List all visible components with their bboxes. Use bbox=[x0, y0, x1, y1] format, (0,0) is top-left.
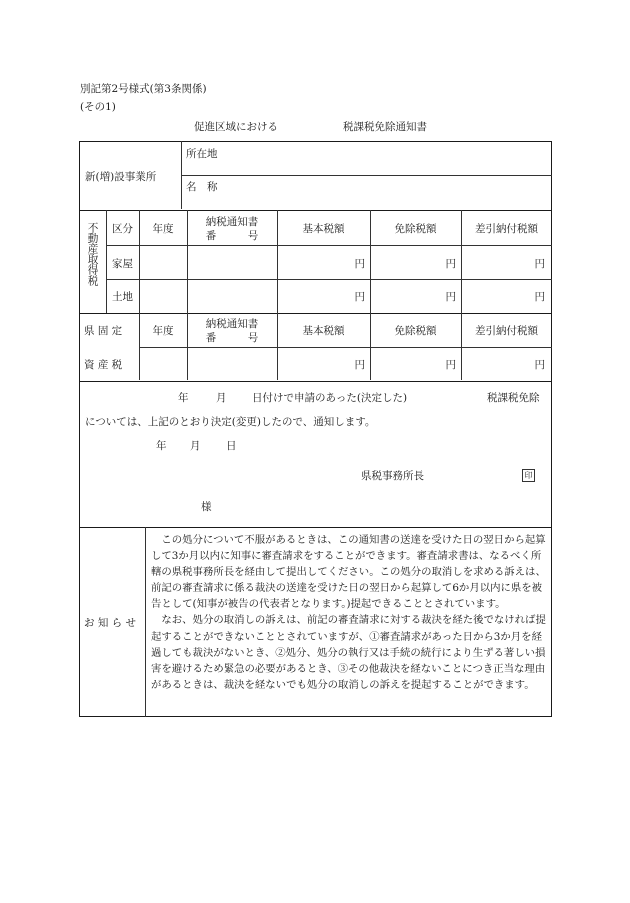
issue-month: 月 bbox=[190, 440, 201, 452]
decision-tax-name: 税課税免除 bbox=[487, 392, 540, 404]
yen-unit: 円 bbox=[445, 359, 456, 371]
col-net-tax: 差引納付税額 bbox=[475, 223, 538, 235]
fixed-asset-label-2: 資 産 税 bbox=[84, 359, 123, 371]
name-label: 名 称 bbox=[186, 181, 218, 193]
facility-label: 新(増)設事業所 bbox=[85, 171, 157, 183]
table-line bbox=[106, 279, 552, 280]
notice-paragraph-1: この処分について不服があるときは、この通知書の送達を受けた日の翌日から起算して3か月以内に知事に審査請求をすることができます。審査請求書は、なるべく所轄の県税事務所長を経由して提出してください。この処分の取消しを求める訴えは、前記の審査請求に係る裁決の送達を受けた日の翌日から起算して6か月以内に県を被告として(知事が被告の代表者となります。)提起できることとされています。 bbox=[151, 534, 546, 611]
title-right: 税課税免除通知書 bbox=[343, 121, 427, 133]
col-notice-number-2: 番 号 bbox=[205, 332, 259, 344]
col-base-tax: 基本税額 bbox=[302, 325, 345, 337]
form-reference: 別記第2号様式(第3条関係) bbox=[80, 83, 207, 95]
table-line bbox=[106, 245, 552, 246]
seal-mark: 印 bbox=[522, 469, 535, 482]
yen-unit: 円 bbox=[445, 291, 456, 303]
col-notice-number-2: 番 号 bbox=[205, 230, 259, 242]
table-line bbox=[139, 347, 552, 348]
decision-year: 年 bbox=[178, 392, 189, 404]
col-notice-number: 納税通知書 bbox=[205, 318, 259, 330]
yen-unit: 円 bbox=[445, 258, 456, 270]
col-base-tax: 基本税額 bbox=[302, 223, 345, 235]
form-part: (その1) bbox=[80, 101, 116, 113]
notice-body bbox=[151, 532, 546, 693]
row-category-land: 土地 bbox=[112, 291, 133, 303]
yen-unit: 円 bbox=[354, 291, 365, 303]
section-divider bbox=[79, 210, 552, 211]
address-label: 所在地 bbox=[186, 148, 218, 160]
yen-unit: 円 bbox=[534, 258, 545, 270]
section-divider bbox=[79, 313, 552, 314]
title-left: 促進区域における bbox=[194, 121, 278, 133]
yen-unit: 円 bbox=[354, 258, 365, 270]
decision-text: 日付けで申請のあった(決定した) bbox=[252, 392, 408, 404]
notice-divider bbox=[145, 527, 146, 717]
col-net-tax: 差引納付税額 bbox=[475, 325, 538, 337]
col-year: 年度 bbox=[152, 223, 174, 235]
col-exempt-tax: 免除税額 bbox=[394, 325, 437, 337]
issue-day: 日 bbox=[226, 440, 237, 452]
row-category-house: 家屋 bbox=[112, 258, 133, 270]
issue-year: 年 bbox=[156, 440, 167, 452]
fixed-asset-label: 県 固 定 bbox=[84, 325, 123, 337]
notice-paragraph-2: なお、処分の取消しの訴えは、前記の審査請求に対する裁決を経た後でなければ提起することができないこととされていますが、①審査請求があった日から3か月を経過しても裁決がないとき、②処分、処分の執行又は手続の続行により生ずる著しい損害を避けるため緊急の必要があるとき、③その他裁決を経ないことにつき正当な理由があるときは、裁決を経ないでも処分の取消しの訴えを提起することができます。 bbox=[151, 614, 546, 691]
col-category: 区分 bbox=[112, 223, 133, 235]
notice-label: お 知 ら せ bbox=[84, 617, 137, 629]
section-divider bbox=[79, 527, 552, 528]
facility-row-divider bbox=[181, 175, 552, 176]
decision-month: 月 bbox=[216, 392, 227, 404]
col-exempt-tax: 免除税額 bbox=[394, 223, 437, 235]
yen-unit: 円 bbox=[354, 359, 365, 371]
real-estate-tax-label: 不動産取得税 bbox=[86, 222, 99, 286]
decision-line-2: については、上記のとおり決定(変更)したので、通知します。 bbox=[85, 416, 376, 428]
col-year: 年度 bbox=[152, 325, 174, 337]
honorific: 様 bbox=[201, 501, 212, 513]
yen-unit: 円 bbox=[534, 359, 545, 371]
col-notice-number: 納税通知書 bbox=[205, 216, 259, 228]
office-head: 県税事務所長 bbox=[361, 470, 424, 482]
section-divider bbox=[79, 381, 552, 382]
yen-unit: 円 bbox=[534, 291, 545, 303]
